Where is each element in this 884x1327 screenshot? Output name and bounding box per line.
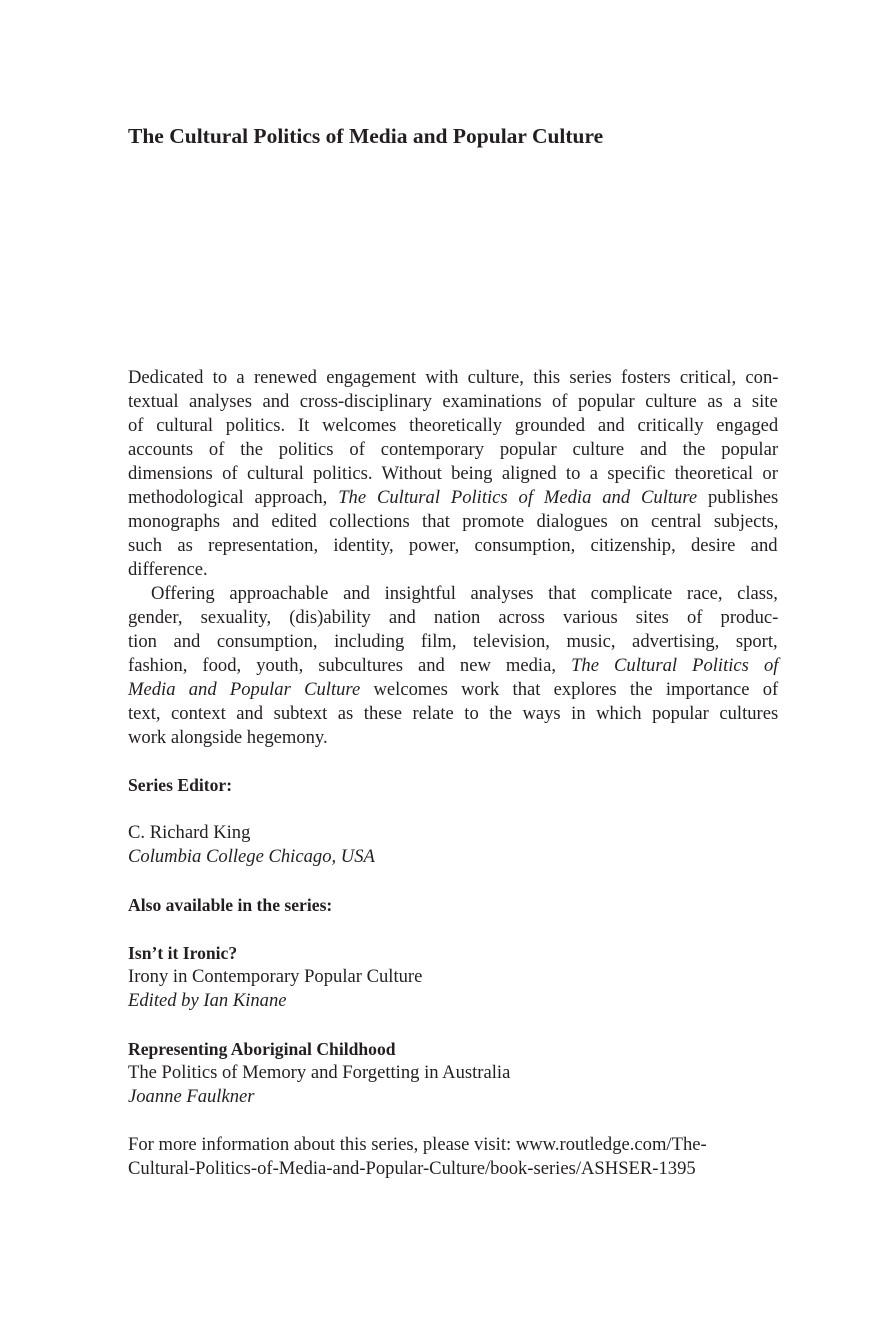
series-name-italic: The Cultural Politics of (571, 655, 779, 676)
description-line: monographs and edited collections that promote dialogues on central subjects, (128, 511, 779, 532)
description-text: methodological approach, (128, 487, 328, 508)
book-subtitle: The Politics of Memory and Forgetting in Australia (128, 1062, 511, 1083)
more-info-section (128, 1133, 778, 1181)
series-name-italic: Media and Popular Culture (128, 679, 361, 700)
description-line: gender, sexuality, (dis)ability and nation across various sites of produc- (128, 607, 779, 628)
book-entry (128, 1037, 778, 1109)
description-line: text, context and subtext as these relate to the ways in which popular cultures (128, 703, 779, 724)
description-text: publishes (708, 487, 779, 508)
description-paragraph-1 (128, 366, 778, 582)
description-line: dimensions of cultural politics. Without being aligned to a specific theoretical or (128, 463, 778, 484)
book-subtitle: Irony in Contemporary Popular Culture (128, 966, 423, 987)
description-line-mixed (128, 678, 778, 702)
book-credit: Joanne Faulkner (128, 1086, 255, 1107)
description-text: welcomes work that explores the importance of (373, 679, 779, 700)
description-line-mixed (128, 654, 778, 678)
series-title: The Cultural Politics of Media and Popular Culture (128, 124, 604, 148)
description-line: accounts of the politics of contemporary popular culture and the popular (128, 439, 779, 460)
description-line: textual analyses and cross-disciplinary examinations of popular culture as a site (128, 391, 778, 412)
book-credit: Edited by Ian Kinane (128, 990, 287, 1011)
book-entry (128, 941, 778, 1013)
description-line: Offering approachable and insightful analyses that complicate race, class, (151, 583, 778, 604)
book-title: Isn’t it Ironic? (128, 943, 238, 963)
series-name-italic: The Cultural Politics of Media and Culture (338, 487, 698, 508)
description-line: work alongside hegemony. (128, 727, 328, 748)
editor-name: C. Richard King (128, 822, 251, 843)
description-line-mixed (128, 486, 778, 510)
description-paragraph-2 (128, 582, 778, 750)
description-line: tion and consumption, including film, television, music, advertising, sport, (128, 631, 778, 652)
description-line: Dedicated to a renewed engagement with culture, this series fosters critical, con- (128, 367, 779, 388)
also-available-section (128, 893, 778, 917)
spacer (128, 797, 778, 821)
series-description (128, 366, 778, 750)
editor-section (128, 773, 778, 869)
also-available-heading: Also available in the series: (128, 895, 333, 915)
editor-affiliation: Columbia College Chicago, USA (128, 846, 375, 867)
more-info-url-line: Cultural-Politics-of-Media-and-Popular-Culture/book-series/ASHSER-1395 (128, 1158, 696, 1179)
description-line: of cultural politics. It welcomes theoretically grounded and critically engaged (128, 415, 779, 436)
more-info-line: For more information about this series, please visit: www.routledge.com/The- (128, 1134, 707, 1155)
description-line: difference. (128, 559, 208, 580)
description-line: such as representation, identity, power, consumption, citizenship, desire and (128, 535, 778, 556)
description-text: fashion, food, youth, subcultures and new media, (128, 655, 557, 676)
editor-heading: Series Editor: (128, 775, 233, 795)
book-title: Representing Aboriginal Childhood (128, 1039, 396, 1059)
